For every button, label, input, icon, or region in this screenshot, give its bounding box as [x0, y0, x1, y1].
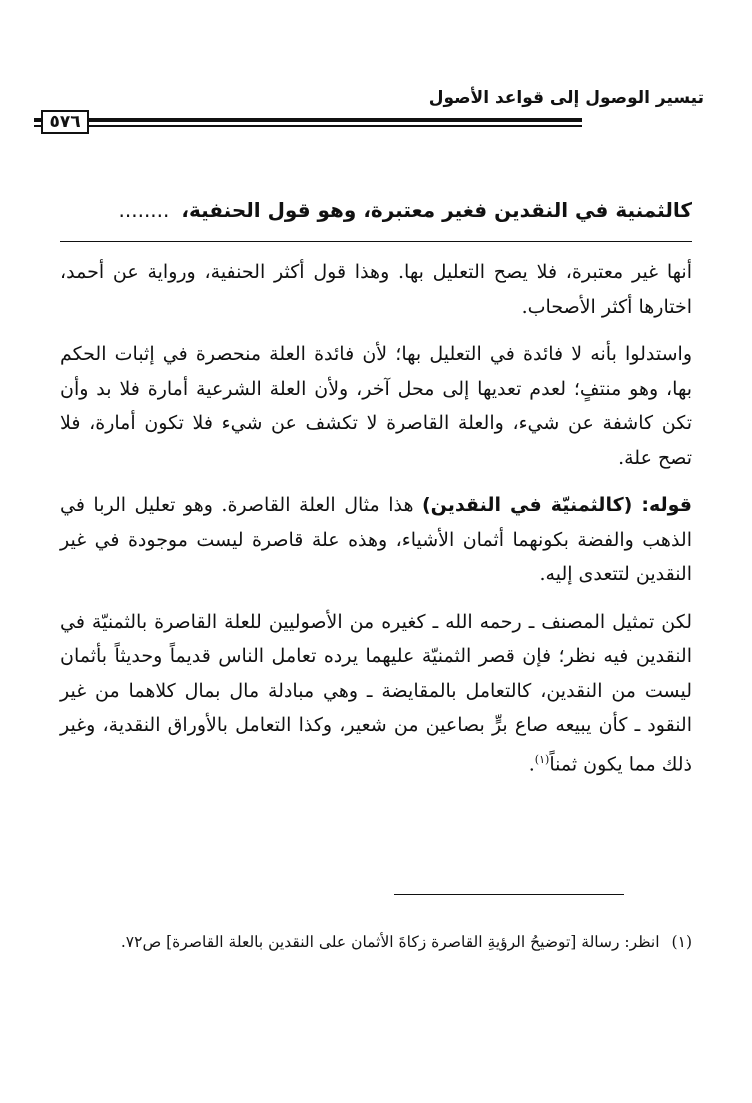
footnote-text: انظر: رسالة [توضيحُ الرؤيةِ القاصرة زكاةَ الأثمان على النقدين بالعلة القاصرة] ص٧٢.	[120, 933, 660, 951]
commentary-body	[60, 255, 692, 794]
page-number-box	[34, 110, 96, 134]
paragraph-1	[60, 255, 692, 324]
paragraph-tail: .	[528, 752, 535, 775]
running-header-title: تيسير الوصول إلى قواعد الأصول	[428, 88, 704, 108]
matn-dots: ........	[118, 198, 170, 222]
paragraph-lead: قوله: (كالثمنيّة في النقدين)	[422, 494, 692, 516]
page-number: ٥٧٦	[41, 110, 88, 134]
footnote	[60, 925, 692, 959]
paragraph-4	[60, 605, 692, 782]
paragraph-text: واستدلوا بأنه لا فائدة في التعليل بها؛ لأن فائدة العلة منحصرة في إثبات الحكم بها، وهو منتفٍ؛ لعدم تعديها إلى محل آخر، ولأن العلة الشرعية أمارة فلا بد وأن تكن كاشفة عن شيء، والعلة القاصرة لا تكشف عن شيء فلا تكون أمارة، فلا تصح علة.	[60, 343, 692, 469]
matn-text: كالثمنية في النقدين فغير معتبرة، وهو قول الحنفية،	[181, 198, 692, 222]
matn-rule	[60, 241, 692, 242]
paragraph-2	[60, 337, 692, 475]
paragraph-3	[60, 488, 692, 592]
footnote-marker: (١)	[671, 933, 692, 951]
paragraph-text: هذا مثال العلة القاصرة. وهو تعليل الربا في الذهب والفضة بكونهما أثمان الأشياء، وهذه علة قاصرة ليست موجودة في غير النقدين لتتعدى إليه.	[60, 494, 692, 585]
header-rule	[62, 118, 582, 127]
paragraph-text: لكن تمثيل المصنف ـ رحمه الله ـ كغيره من الأصوليين للعلة القاصرة بالثمنيّة في النقدين فيه نظر؛ فإن قصر الثمنيّة عليهما يرده تعامل الناس قديماً وحديثاً بأثمان ليست من النقدين، كالتعامل بالمقايضة ـ وهي مبادلة مال بمال كلاهما من غير النقود ـ كأن يبيعه صاع برٍّ بصاعين من شعير، وكذا التعامل بالأوراق النقدية، وغير ذلك مما يكون ثمناً	[60, 610, 692, 775]
footnote-rule	[394, 894, 624, 895]
matn-line	[60, 190, 692, 230]
footnote-reference[interactable]: (١)	[534, 752, 550, 766]
paragraph-text: أنها غير معتبرة، فلا يصح التعليل بها. وهذا قول أكثر الحنفية، ورواية عن أحمد، اختارها أكثر الأصحاب.	[60, 261, 692, 318]
